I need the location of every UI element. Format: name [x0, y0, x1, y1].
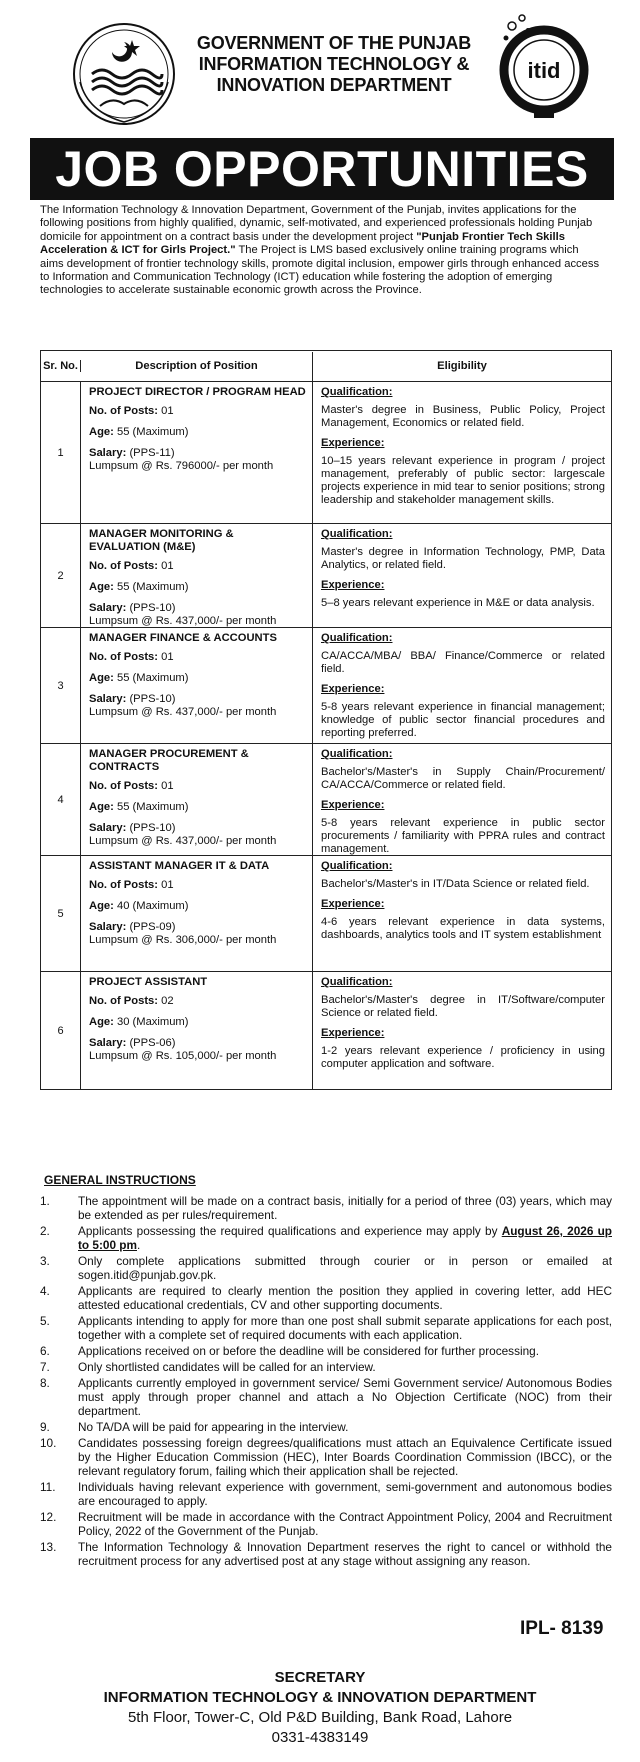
experience-text: 5-8 years relevant experience in public sector procurements / familiarity with PPRA rules and contract management.	[321, 817, 605, 855]
instruction-number: 7.	[40, 1360, 50, 1374]
instruction-item	[40, 1420, 612, 1434]
table-row	[41, 627, 611, 743]
experience-text: 1-2 years relevant experience / proficiency in using computer application and software.	[321, 1045, 605, 1070]
instruction-text: Only complete applications submitted through courier or in person or emailed at sogen.itid@punjab.gov.pk.	[78, 1254, 612, 1282]
table-row	[41, 855, 611, 971]
position-description	[81, 382, 313, 523]
posts-line: No. of Posts: 01	[89, 651, 174, 663]
instruction-number: 13.	[40, 1540, 57, 1554]
instruction-item	[40, 1436, 612, 1478]
position-eligibility	[313, 856, 611, 971]
position-eligibility	[313, 744, 611, 855]
posts-line: No. of Posts: 01	[89, 780, 174, 792]
instruction-number: 1.	[40, 1194, 50, 1208]
position-eligibility	[313, 382, 611, 523]
instruction-text: No TA/DA will be paid for appearing in the interview.	[78, 1420, 349, 1434]
age-line: Age: 30 (Maximum)	[89, 1016, 189, 1028]
instruction-number: 11.	[40, 1480, 56, 1494]
position-title: ASSISTANT MANAGER IT & DATA	[89, 860, 270, 872]
qualification-label: Qualification:	[321, 860, 393, 872]
table-row	[41, 523, 611, 627]
instruction-text: Applicants currently employed in government service/ Semi Government service/ Autonomous Bodies must apply through proper channel and attach a No Objection Certificate (NOC) from their department.	[78, 1376, 612, 1418]
salary-line: Salary: (PPS-10)	[89, 693, 176, 705]
table-row	[41, 381, 611, 523]
salary-line: Salary: (PPS-10)	[89, 822, 176, 834]
instruction-number: 12.	[40, 1510, 57, 1524]
qualification-text: Bachelor's/Master's degree in IT/Software/computer Science or related field.	[321, 994, 605, 1019]
header-eligibility: Eligibility	[437, 359, 487, 372]
qualification-text: Bachelor's/Master's in Supply Chain/Procurement/ CA/ACCA/Commerce or related field.	[321, 766, 605, 791]
footer-designation: SECRETARY	[274, 1669, 366, 1686]
row-sr: 6	[41, 972, 81, 1089]
instruction-number: 5.	[40, 1314, 50, 1328]
instruction-item	[40, 1360, 612, 1374]
instruction-item	[40, 1510, 612, 1538]
experience-label: Experience:	[321, 683, 385, 695]
instruction-item	[40, 1284, 612, 1312]
instruction-item	[40, 1224, 612, 1252]
position-title: PROJECT ASSISTANT	[89, 976, 208, 988]
experience-text: 10–15 years relevant experience in program / project management, preferably of public sector: largescale projects experience in mid tear to senior positions; strong leadership and stakeholder management skills.	[321, 455, 605, 506]
salary-line: Salary: (PPS-09)	[89, 921, 176, 933]
lumpsum-line: Lumpsum @ Rs. 437,000/- per month	[89, 835, 277, 847]
general-instructions-title: GENERAL INSTRUCTIONS	[44, 1173, 196, 1187]
instruction-text: Applicants are required to clearly mention the position they applied in covering letter, add HEC attested educational credentials, CV and other supporting documents.	[78, 1284, 612, 1312]
age-line: Age: 55 (Maximum)	[89, 426, 189, 438]
position-eligibility	[313, 524, 611, 627]
position-description	[81, 744, 313, 855]
row-sr: 1	[41, 382, 81, 523]
footer-department: INFORMATION TECHNOLOGY & INNOVATION DEPARTMENT	[103, 1689, 537, 1706]
age-line: Age: 40 (Maximum)	[89, 900, 189, 912]
instruction-text: Applicants possessing the required qualifications and experience may apply by August 26, 2026 up to 5:00 pm.	[78, 1224, 612, 1252]
experience-label: Experience:	[321, 579, 385, 591]
lumpsum-line: Lumpsum @ Rs. 796000/- per month	[89, 460, 274, 472]
experience-label: Experience:	[321, 1027, 385, 1039]
position-eligibility	[313, 972, 611, 1089]
intro-paragraph: The Information Technology & Innovation Department, Government of the Punjab, invites applications for the following positions from highly qualified, dynamic, self-motivated, and experienced professionals holding Punjab domicile for appointment on a contract basis under the development project "Punjab Frontier Tech Skills Acceleration & ICT for Girls Project." The Project is LMS based exclusively online training programs which aims development of frontier technology skills, promote digital inclusion, empower girls through enhanced access to Information and Communication Technology (ICT) education while fostering the adoption of emerging technologies to accelerate sustainable economic growth across the Province.	[40, 204, 600, 297]
instruction-item	[40, 1194, 612, 1222]
instruction-item	[40, 1314, 612, 1342]
instruction-number: 2.	[40, 1224, 50, 1238]
age-line: Age: 55 (Maximum)	[89, 581, 189, 593]
experience-text: 5-8 years relevant experience in financial management; knowledge of public sector financial procedures and reporting preferred.	[321, 701, 605, 739]
experience-text: 5–8 years relevant experience in M&E or data analysis.	[321, 597, 595, 609]
punjab-seal-icon	[72, 22, 176, 126]
table-row	[41, 743, 611, 855]
qualification-text: Master's degree in Business, Public Policy, Project Management, Economics or related field.	[321, 404, 605, 429]
instruction-number: 6.	[40, 1344, 50, 1358]
salary-line: Salary: (PPS-06)	[89, 1037, 176, 1049]
header	[0, 0, 640, 140]
qualification-label: Qualification:	[321, 976, 393, 988]
age-line: Age: 55 (Maximum)	[89, 672, 189, 684]
lumpsum-line: Lumpsum @ Rs. 105,000/- per month	[89, 1050, 277, 1062]
instruction-number: 3.	[40, 1254, 50, 1268]
footer-phone: 0331-4383149	[271, 1729, 369, 1746]
job-opportunities-banner: JOB OPPORTUNITIES	[30, 138, 614, 200]
instruction-text: Individuals having relevant experience with government, semi-government and autonomous bodies are encouraged to apply.	[78, 1480, 612, 1508]
posts-line: No. of Posts: 01	[89, 560, 174, 572]
posts-line: No. of Posts: 02	[89, 995, 174, 1007]
experience-label: Experience:	[321, 437, 385, 449]
position-description	[81, 628, 313, 743]
row-sr: 3	[41, 628, 81, 743]
qualification-label: Qualification:	[321, 632, 393, 644]
lumpsum-line: Lumpsum @ Rs. 437,000/- per month	[89, 706, 277, 718]
posts-line: No. of Posts: 01	[89, 879, 174, 891]
instruction-text: The Information Technology & Innovation Department reserves the right to cancel or withhold the recruitment process for any advertised post at any stage without assigning any reason.	[78, 1540, 612, 1568]
instruction-item	[40, 1480, 612, 1508]
position-description	[81, 972, 313, 1089]
experience-text: 4-6 years relevant experience in data systems, dashboards, analytics tools and IT system establishment	[321, 916, 605, 941]
general-instructions-list	[40, 1194, 612, 1570]
experience-label: Experience:	[321, 799, 385, 811]
qualification-label: Qualification:	[321, 748, 393, 760]
table-row	[41, 971, 611, 1089]
instruction-number: 4.	[40, 1284, 50, 1298]
position-title: MANAGER FINANCE & ACCOUNTS	[89, 632, 277, 644]
instruction-number: 10.	[40, 1436, 57, 1450]
position-description	[81, 524, 313, 627]
row-sr: 5	[41, 856, 81, 971]
experience-label: Experience:	[321, 898, 385, 910]
instruction-text: Applicants intending to apply for more than one post shall submit separate applications for each post, together with a complete set of required documents with each application.	[78, 1314, 612, 1342]
instruction-text: Applications received on or before the deadline will be considered for further processing.	[78, 1344, 540, 1358]
salary-line: Salary: (PPS-10)	[89, 602, 176, 614]
instruction-number: 9.	[40, 1420, 50, 1434]
itid-logo-icon	[488, 8, 600, 126]
header-sr: Sr. No.	[41, 360, 81, 372]
instruction-item	[40, 1540, 612, 1568]
position-title: MANAGER PROCUREMENT & CONTRACTS	[89, 748, 249, 773]
salary-line: Salary: (PPS-11)	[89, 447, 175, 459]
instruction-item	[40, 1344, 612, 1358]
qualification-text: Master's degree in Information Technology, PMP, Data Analytics, or related field.	[321, 546, 605, 571]
instruction-number: 8.	[40, 1376, 50, 1390]
lumpsum-line: Lumpsum @ Rs. 306,000/- per month	[89, 934, 277, 946]
instruction-text: Only shortlisted candidates will be called for an interview.	[78, 1360, 376, 1374]
jobs-table	[40, 350, 612, 1090]
instruction-text: The appointment will be made on a contract basis, initially for a period of three (03) years, which may be extended as per rules/requirement.	[78, 1194, 612, 1222]
position-title: MANAGER MONITORING & EVALUATION (M&E)	[89, 528, 234, 553]
svg-text:itid: itid	[527, 58, 561, 83]
ipl-code: IPL- 8139	[520, 1618, 604, 1639]
qualification-text: CA/ACCA/MBA/ BBA/ Finance/Commerce or related field.	[321, 650, 605, 675]
position-title: PROJECT DIRECTOR / PROGRAM HEAD	[89, 386, 306, 398]
position-eligibility	[313, 628, 611, 743]
department-title: GOVERNMENT OF THE PUNJAB INFORMATION TECHNOLOGY & INNOVATION DEPARTMENT	[196, 33, 472, 95]
lumpsum-line: Lumpsum @ Rs. 437,000/- per month	[89, 615, 277, 627]
footer-address: 5th Floor, Tower-C, Old P&D Building, Bank Road, Lahore	[127, 1709, 513, 1726]
row-sr: 4	[41, 744, 81, 855]
table-header-row	[41, 351, 611, 381]
row-sr: 2	[41, 524, 81, 627]
qualification-label: Qualification:	[321, 528, 393, 540]
position-description	[81, 856, 313, 971]
instruction-item	[40, 1376, 612, 1418]
instruction-text: Recruitment will be made in accordance with the Contract Appointment Policy, 2004 and Recruitment Policy, 2022 of the Government of the Punjab.	[78, 1510, 612, 1538]
qualification-text: Bachelor's/Master's in IT/Data Science or related field.	[321, 878, 590, 890]
instruction-text: Candidates possessing foreign degrees/qualifications must attach an Equivalence Certificate issued by the Higher Education Commission (HEC), Inter Boards Coordination Commission (IBCC), or the relevant regulatory forum, failing which their application shall be rejected.	[78, 1436, 612, 1478]
qualification-label: Qualification:	[321, 386, 393, 398]
age-line: Age: 55 (Maximum)	[89, 801, 189, 813]
instruction-item	[40, 1254, 612, 1282]
header-description: Description of Position	[81, 352, 313, 381]
footer	[0, 1668, 640, 1748]
posts-line: No. of Posts: 01	[89, 405, 174, 417]
